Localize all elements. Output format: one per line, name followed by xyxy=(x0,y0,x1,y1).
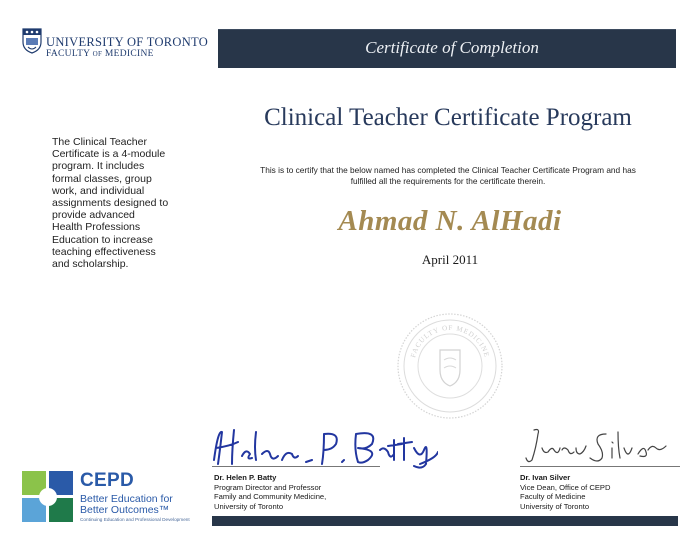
signature-line xyxy=(520,466,680,467)
signatory-ivan-silver: Dr. Ivan Silver Vice Dean, Office of CEPD Faculty of Medicine University of Toronto xyxy=(520,473,680,511)
certification-statement: This is to certify that the below named has completed the Clinical Teacher Certificate Program and has fulfilled all the requirements for the certificate therein. xyxy=(260,165,636,186)
seal-lettering: FACULTY OF MEDICINE xyxy=(409,323,491,359)
cepd-acronym: CEPD xyxy=(80,470,134,491)
cepd-tagline: Better Education for Better Outcomes™ xyxy=(80,493,173,516)
faculty-name: FACULTY OF MEDICINE xyxy=(46,49,154,59)
university-crest-icon xyxy=(22,28,42,54)
signatory-name: Dr. Helen P. Batty xyxy=(214,473,277,482)
svg-text:FACULTY OF MEDICINE xyxy=(409,324,491,359)
cepd-subtitle: Continuing Education and Professional Development xyxy=(80,517,190,522)
recipient-name: Ahmad N. AlHadi xyxy=(338,205,562,237)
program-description: The Clinical Teacher Certificate is a 4-module program. It includes formal classes, group work, and individual assignments designed to provide advanced Health Professions Education to increase teaching effectiveness and scholarship. xyxy=(52,136,169,271)
signature-ivan-silver xyxy=(520,424,680,470)
cepd-logo-icon xyxy=(22,471,74,523)
signature-line xyxy=(212,466,380,467)
embossed-seal-icon xyxy=(396,312,504,420)
certificate-type-title: Certificate of Completion xyxy=(365,38,539,57)
footer-bar xyxy=(212,516,678,526)
signatory-helen-batty: Dr. Helen P. Batty Program Director and Professor Family and Community Medicine, University of Toronto xyxy=(214,473,404,511)
program-title: Clinical Teacher Certificate Program xyxy=(264,104,632,131)
university-name: UNIVERSITY OF TORONTO xyxy=(46,35,209,49)
signature-helen-batty xyxy=(208,420,438,472)
signatory-name: Dr. Ivan Silver xyxy=(520,473,571,482)
completion-date: April 2011 xyxy=(421,252,479,267)
